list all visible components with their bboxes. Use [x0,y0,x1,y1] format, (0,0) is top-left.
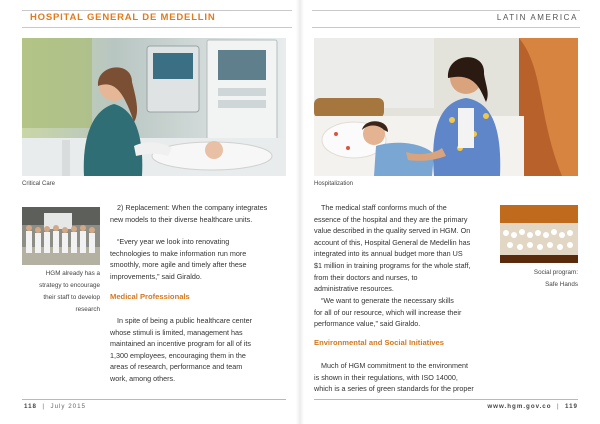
text-line: 1,300 employees, encouraging them in the [110,350,246,360]
skills-quote-paragraph [314,295,502,330]
text-line: areas of research, performance and team [110,362,243,372]
text-line: account of this, Hospital General de Medellin has [314,237,471,247]
critical-care-caption: Critical Care [22,181,56,187]
header-rule-bottom [22,27,292,28]
header-rule-top [22,10,292,11]
hospitalization-caption: Hospitalization [314,181,354,187]
website: www.hgm.gov.co [487,403,552,410]
text-line: In spite of being a public healthcare center [117,316,253,325]
right-page [300,0,600,424]
footer-rule [22,399,286,400]
critical-care-photo [22,38,286,176]
text-line: “Every year we look into renovating [117,237,230,246]
hospitalization-photo [314,38,578,176]
text-line: new models to their diverse healthcare units. [110,214,253,224]
text-line: value described in the quality served in HGM. On [314,226,471,236]
staff-group-photo [22,207,100,265]
page-number: 119 [565,403,578,410]
text-line: for all of our resource, which will increase their [314,307,462,317]
text-line: performance value,” said Giraldo. [314,319,421,329]
caption-line: Social program: [533,269,578,276]
right-footer: www.hgm.gov.co | 119 [487,403,578,410]
caption-line: HGM already has a [45,270,100,277]
text-line: integrated into its annual budget more than US [314,249,463,259]
staff-research-caption [22,268,100,316]
issue-date: July 2015 [50,403,86,410]
environmental-heading: Environmental and Social Initiatives [314,338,444,347]
caption-line: their staff to develop [43,294,100,301]
medical-professionals-heading: Medical Professionals [110,292,190,301]
text-line: administrative resources. [314,284,394,294]
medical-staff-paragraph [314,202,502,295]
left-footer: 118 | July 2015 [24,403,86,410]
text-line: The medical staff conforms much of the [321,203,447,212]
footer-rule [314,399,578,400]
header-rule-bottom [312,27,580,28]
hospital-name-header: HOSPITAL GENERAL DE MEDELLIN [30,12,216,23]
text-line: smoothly, more agile and timely after these [110,260,247,270]
caption-line: Safe Hands [545,281,578,288]
text-line: which is a series of green standards for the proper [314,384,474,394]
text-line: from their doctors and nurses, to [314,272,418,282]
caption-line: strategy to encourage [39,282,100,289]
safe-hands-caption [500,267,578,291]
region-header: LATIN AMERICA [496,13,578,22]
text-line: technologies to make information run more [110,248,247,258]
text-line: essence of the hospital and they are the primary [314,214,468,224]
text-line: Much of HGM commitment to the environment [321,361,468,370]
header-rule-top [312,10,580,11]
caption-line: research [75,306,100,313]
page-number: 118 [24,403,37,410]
text-line: is shown in their regulations, with ISO 14000, [314,372,458,382]
text-line: improvements,” said Giraldo. [110,271,202,281]
text-line: 2) Replacement: When the company integrates [117,203,268,212]
renovating-quote-paragraph [110,236,296,282]
text-line: $1 million in training programs for the whole staff, [314,260,471,270]
text-line: “We want to generate the necessary skills [321,296,454,305]
text-line: maintained an incentive program for all of its [110,339,252,349]
incentive-paragraph [110,315,296,385]
text-line: whose stimuli is limited, management has [110,327,243,337]
text-line: work, among others. [110,373,176,383]
replacement-paragraph [110,202,296,225]
environment-paragraph [314,360,502,395]
safe-hands-photo [500,205,578,263]
